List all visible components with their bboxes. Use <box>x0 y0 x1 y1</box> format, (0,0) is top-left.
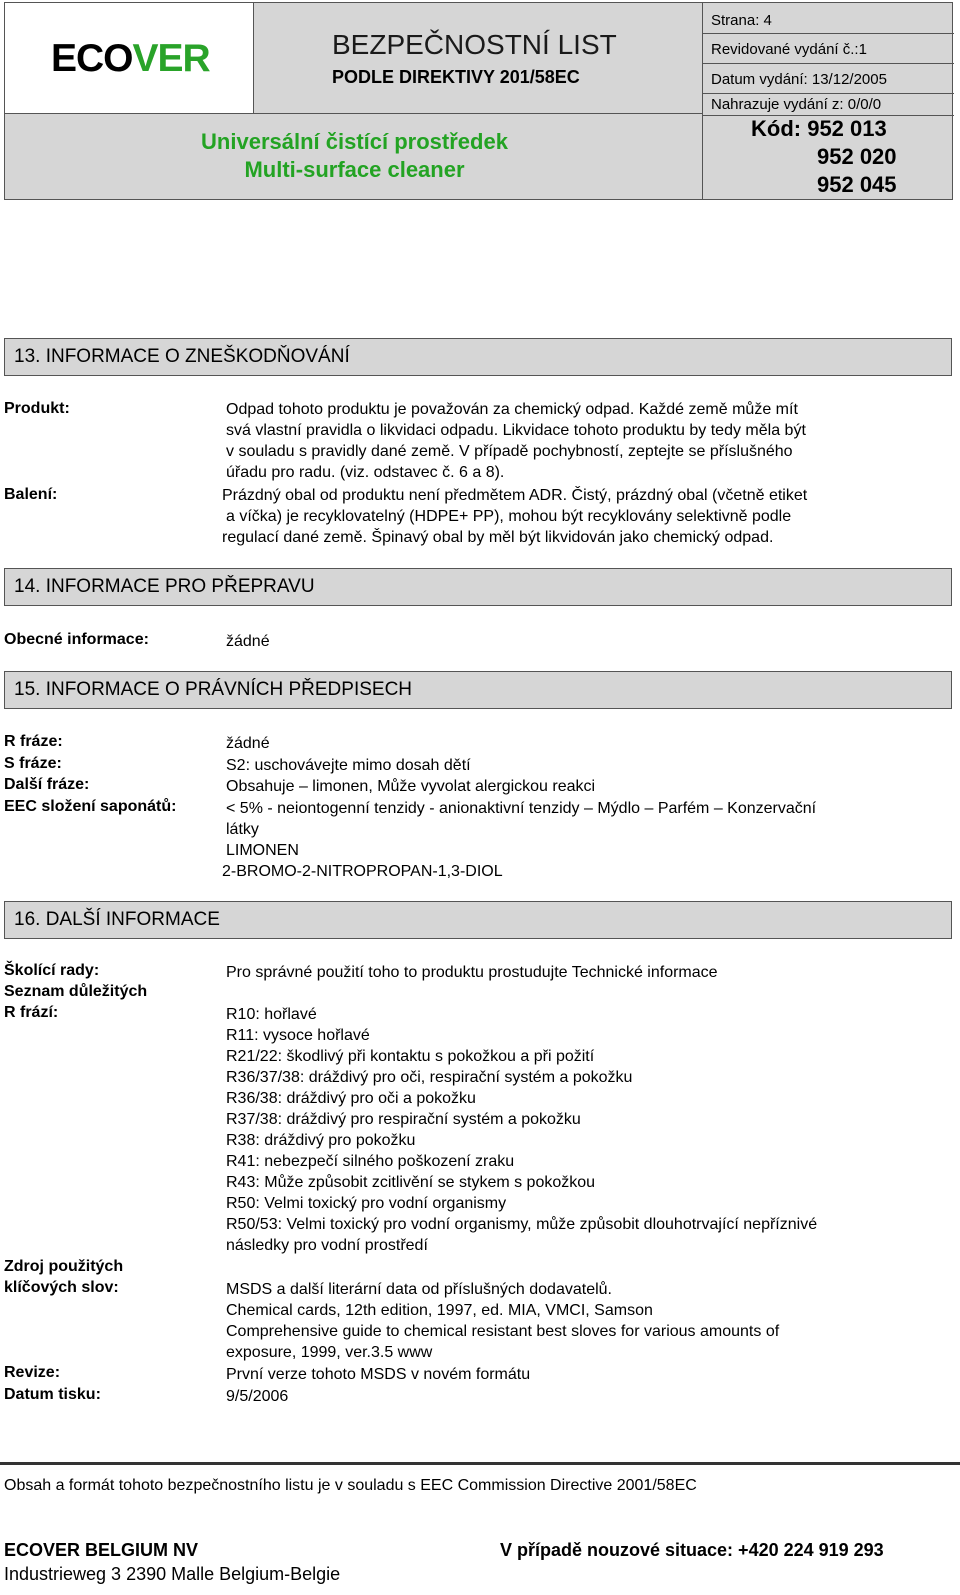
eec-extra-line: 2-BROMO-2-NITROPROPAN-1,3-DIOL <box>222 863 503 880</box>
baleni-line: Prázdný obal od produktu není předmětem ADR. Čistý, prázdný obal (včetně etiket <box>222 487 808 504</box>
r-phrase-item: R10: hořlavé <box>226 1006 317 1023</box>
header-meta-cell <box>702 2 953 200</box>
zdroj-line: Comprehensive guide to chemical resistant best sloves for various amounts of <box>226 1323 780 1340</box>
s-fraze-value: S2: uschovávejte mimo dosah dětí <box>226 757 471 774</box>
footer-company: ECOVER BELGIUM NV <box>4 1540 199 1560</box>
eec-extra-line: látky <box>226 821 259 838</box>
document-title: BEZPEČNOSTNÍ LIST <box>332 29 617 60</box>
zdroj-label-1: Zdroj použitých <box>4 1258 124 1275</box>
section-13-heading: 13. INFORMACE O ZNEŠKODŇOVÁNÍ <box>4 338 952 376</box>
r-fraze-value: žádné <box>226 735 270 752</box>
product-code-1: Kód: 952 013 <box>751 116 887 141</box>
eec-slozeni-value: < 5% - neiontogenní tenzidy - anionaktivní tenzidy – Mýdlo – Parfém – Konzervační <box>226 800 817 817</box>
skolici-rady-value: Pro správné použití toho to produktu prostudujte Technické informace <box>226 964 718 981</box>
r-phrase-item: R36/37/38: dráždivý pro oči, respirační systém a pokožku <box>226 1069 633 1086</box>
eec-slozeni-extra <box>222 819 503 882</box>
datum-tisku-label: Datum tisku: <box>4 1386 101 1403</box>
r-phrase-item: R11: vysoce hořlavé <box>226 1027 370 1044</box>
page-number: Strana: 4 <box>711 12 772 29</box>
datum-tisku-value: 9/5/2006 <box>226 1388 289 1405</box>
r-phrase-item: R41: nebezpečí silného poškození zraku <box>226 1153 515 1170</box>
product-name-cz: Universální čistící prostředek <box>201 129 508 154</box>
footer-legal-note: Obsah a formát tohoto bezpečnostního listu je v souladu s EEC Commission Directive 2001/58EC <box>4 1477 697 1494</box>
obecne-informace-label: Obecné informace: <box>4 631 149 648</box>
skolici-rady-label: Školící rady: <box>4 962 100 979</box>
section-15-heading: 15. INFORMACE O PRÁVNÍCH PŘEDPISECH <box>4 671 952 709</box>
header-logo-cell <box>4 2 254 114</box>
baleni-label: Balení: <box>4 486 58 503</box>
dalsi-fraze-value: Obsahuje – limonen, Může vyvolat alergickou reakci <box>226 778 596 795</box>
produkt-line: Odpad tohoto produktu je považován za chemický odpad. Každé země může mít <box>226 401 798 418</box>
r-phrase-item: následky pro vodní prostředí <box>226 1237 428 1254</box>
revize-label: Revize: <box>4 1364 61 1381</box>
issue-date: Datum vydání: 13/12/2005 <box>711 71 887 88</box>
zdroj-line: MSDS a další literární data od příslušných dodavatelů. <box>226 1281 612 1298</box>
footer-emergency: V případě nouzové situace: +420 224 919 293 <box>500 1540 884 1560</box>
r-fraze-label: R fráze: <box>4 733 63 750</box>
r-phrases-list <box>226 1004 817 1256</box>
baleni-line: regulací dané země. Špinavý obal by měl být likvidován jako chemický odpad. <box>222 529 774 546</box>
product-name-en: Multi-surface cleaner <box>244 157 465 182</box>
zdroj-text <box>226 1279 779 1363</box>
produkt-text <box>226 399 806 483</box>
seznam-label-2: R frází: <box>4 1004 59 1021</box>
zdroj-line: Chemical cards, 12th edition, 1997, ed. MIA, VMCI, Samson <box>226 1302 653 1319</box>
replaces-issue: Nahrazuje vydání z: 0/0/0 <box>711 96 882 113</box>
r-phrase-item: R43: Může způsobit zcitlivění se stykem s pokožkou <box>226 1174 596 1191</box>
baleni-text <box>222 485 807 548</box>
header-product-cell <box>4 113 703 200</box>
logo-eco: ECO <box>51 37 133 80</box>
revision-number: Revidované vydání č.:1 <box>711 41 867 58</box>
section-14-heading: 14. INFORMACE PRO PŘEPRAVU <box>4 568 952 606</box>
r-phrase-item: R21/22: škodlivý při kontaktu s pokožkou a při požití <box>226 1048 595 1065</box>
r-phrase-item: R50/53: Velmi toxický pro vodní organismy, může způsobit dlouhotrvající nepříznivé <box>226 1216 818 1233</box>
zdroj-label-2: klíčových slov: <box>4 1279 119 1296</box>
seznam-label-1: Seznam důležitých <box>4 983 148 1000</box>
document-subtitle: PODLE DIREKTIVY 201/58EC <box>332 67 580 87</box>
produkt-line: svá vlastní pravidla o likvidaci odpadu. Likvidace tohoto produktu by tedy měla být <box>226 422 806 439</box>
zdroj-line: exposure, 1999, ver.3.5 www <box>226 1344 433 1361</box>
ecover-logo <box>51 37 210 81</box>
logo-ver: VER <box>132 37 210 80</box>
footer-address: Industrieweg 3 2390 Malle Belgium-Belgie <box>4 1564 341 1584</box>
produkt-label: Produkt: <box>4 400 70 417</box>
obecne-informace-value: žádné <box>226 633 270 650</box>
r-phrase-item: R37/38: dráždivý pro respirační systém a pokožku <box>226 1111 581 1128</box>
produkt-line: v souladu s pravidly dané země. V případě pochybností, zeptejte se příslušného <box>226 443 793 460</box>
header-title-cell <box>253 2 703 114</box>
r-phrase-item: R36/38: dráždivý pro oči a pokožku <box>226 1090 476 1107</box>
section-16-heading: 16. DALŠÍ INFORMACE <box>4 901 952 939</box>
eec-slozeni-label: EEC složení saponátů: <box>4 798 177 815</box>
product-code-2: 952 020 <box>817 144 897 169</box>
baleni-line: a víčka) je recyklovatelný (HDPE+ PP), mohou být recyklovány selektivně podle <box>226 508 792 525</box>
dalsi-fraze-label: Další fráze: <box>4 776 90 793</box>
r-phrase-item: R38: dráždivý pro pokožku <box>226 1132 416 1149</box>
s-fraze-label: S fráze: <box>4 755 62 772</box>
r-phrase-item: R50: Velmi toxický pro vodní organismy <box>226 1195 507 1212</box>
product-code-3: 952 045 <box>817 172 897 197</box>
produkt-line: úřadu pro radu. (viz. odstavec č. 6 a 8). <box>226 464 505 481</box>
footer-divider <box>0 1462 960 1465</box>
revize-value: První verze tohoto MSDS v novém formátu <box>226 1366 531 1383</box>
eec-extra-line: LIMONEN <box>226 842 299 859</box>
